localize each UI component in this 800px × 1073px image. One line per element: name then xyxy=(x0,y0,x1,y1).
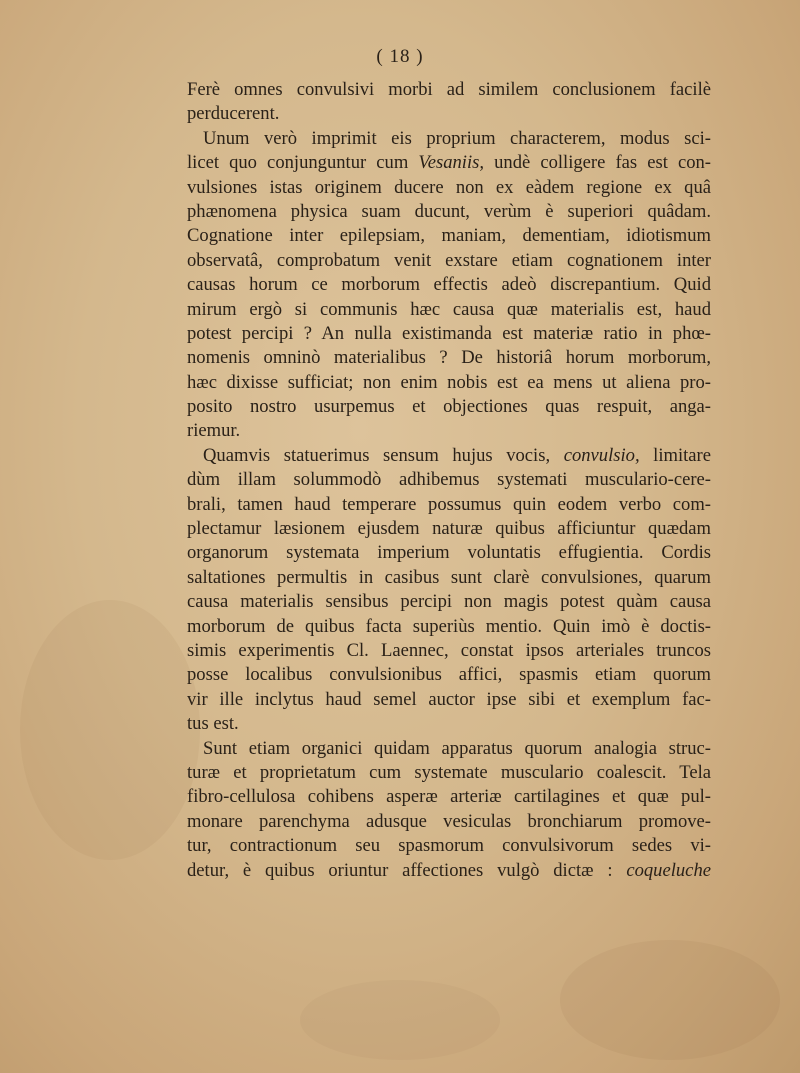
emphasized-word: Vesaniis, xyxy=(418,152,485,174)
page-number: ( 18 ) xyxy=(376,46,424,67)
paper-stain xyxy=(300,980,500,1060)
text-line xyxy=(187,151,711,175)
text-line: perducerent. xyxy=(187,103,280,125)
text-line xyxy=(187,859,711,883)
paragraph xyxy=(187,127,711,444)
text-line: fibro-cellulosa cohibens asperæ arteriæ cartilagines et quæ pul- xyxy=(187,786,711,808)
text-line: mirum ergò si communis hæc causa quæ materialis est, haud xyxy=(187,298,711,320)
text-line: Unum verò imprimit eis proprium characterem, modus sci- xyxy=(203,127,711,149)
text-line: dùm illam solummodò adhibemus systemati musculario-cere- xyxy=(187,469,711,491)
text-run: Quamvis statuerimus sensum hujus vocis, xyxy=(203,444,564,466)
text-run: limitare xyxy=(639,444,712,466)
text-run: licet quo conjunguntur cum xyxy=(187,152,419,174)
text-line: causas horum ce morborum effectis adeò discrepantium. Quid xyxy=(187,274,711,296)
text-line: potest percipi ? An nulla existimanda est materiæ ratio in phœ- xyxy=(187,322,711,344)
text-line: saltationes permultis in casibus sunt clarè convulsiones, quarum xyxy=(187,566,711,588)
text-line: hæc dixisse sufficiat; non enim nobis est ea mens ut aliena pro- xyxy=(187,371,711,393)
text-line xyxy=(187,444,711,468)
text-line: nomenis omninò materialibus ? De historiâ horum morborum, xyxy=(187,347,711,369)
text-line: Ferè omnes convulsivi morbi ad similem conclusionem facilè xyxy=(187,79,711,100)
text-line: brali, tamen haud temperare possumus quin eodem verbo com- xyxy=(187,493,711,515)
emphasized-word: convulsio, xyxy=(563,444,640,466)
body-text xyxy=(187,78,711,883)
text-line: vulsiones istas originem ducere non ex eàdem regione ex quâ xyxy=(187,176,711,198)
text-line: simis experimentis Cl. Laennec, constat ipsos arteriales truncos xyxy=(187,639,711,661)
paper-stain xyxy=(20,600,200,860)
text-line: phænomena physica suam ducunt, verùm è superiori quâdam. xyxy=(187,200,711,222)
text-line: posito nostro usurpemus et objectiones quas respuit, anga- xyxy=(187,396,711,418)
text-run: detur, è quibus oriuntur affectiones vulgò dictæ : xyxy=(187,859,627,881)
text-line: organorum systemata imperium voluntatis effugientia. Cordis xyxy=(187,542,711,564)
text-line: causa materialis sensibus percipi non magis potest quàm causa xyxy=(187,591,711,613)
text-line: plectamur læsionem ejusdem naturæ quibus afficiuntur quædam xyxy=(187,518,711,540)
paragraph xyxy=(187,78,711,127)
text-line: vir ille inclytus haud semel auctor ipse sibi et exemplum fac- xyxy=(187,688,711,710)
paper-stain xyxy=(560,940,780,1060)
text-line: turæ et proprietatum cum systemate musculario coalescit. Tela xyxy=(187,761,711,783)
text-line: monare parenchyma adusque vesiculas bronchiarum promove- xyxy=(187,810,711,832)
paragraph xyxy=(187,737,711,883)
text-line: riemur. xyxy=(187,420,241,442)
paragraph xyxy=(187,444,711,737)
text-line: tus est. xyxy=(187,713,239,735)
text-line: tur, contractionum seu spasmorum convulsivorum sedes vi- xyxy=(187,835,711,857)
text-line: morborum de quibus facta superiùs mentio. Quin imò è doctis- xyxy=(187,615,711,637)
text-run: undè colligere fas est con- xyxy=(484,152,711,174)
text-line: Cognatione inter epilepsiam, maniam, dementiam, idiotismum xyxy=(187,225,711,247)
text-line: observatâ, comprobatum venit exstare etiam cognationem inter xyxy=(187,249,711,271)
text-line: Sunt etiam organici quidam apparatus quorum analogia struc- xyxy=(203,737,711,759)
text-line: posse localibus convulsionibus affici, spasmis etiam quorum xyxy=(187,664,711,686)
emphasized-word: coqueluche xyxy=(626,859,711,881)
